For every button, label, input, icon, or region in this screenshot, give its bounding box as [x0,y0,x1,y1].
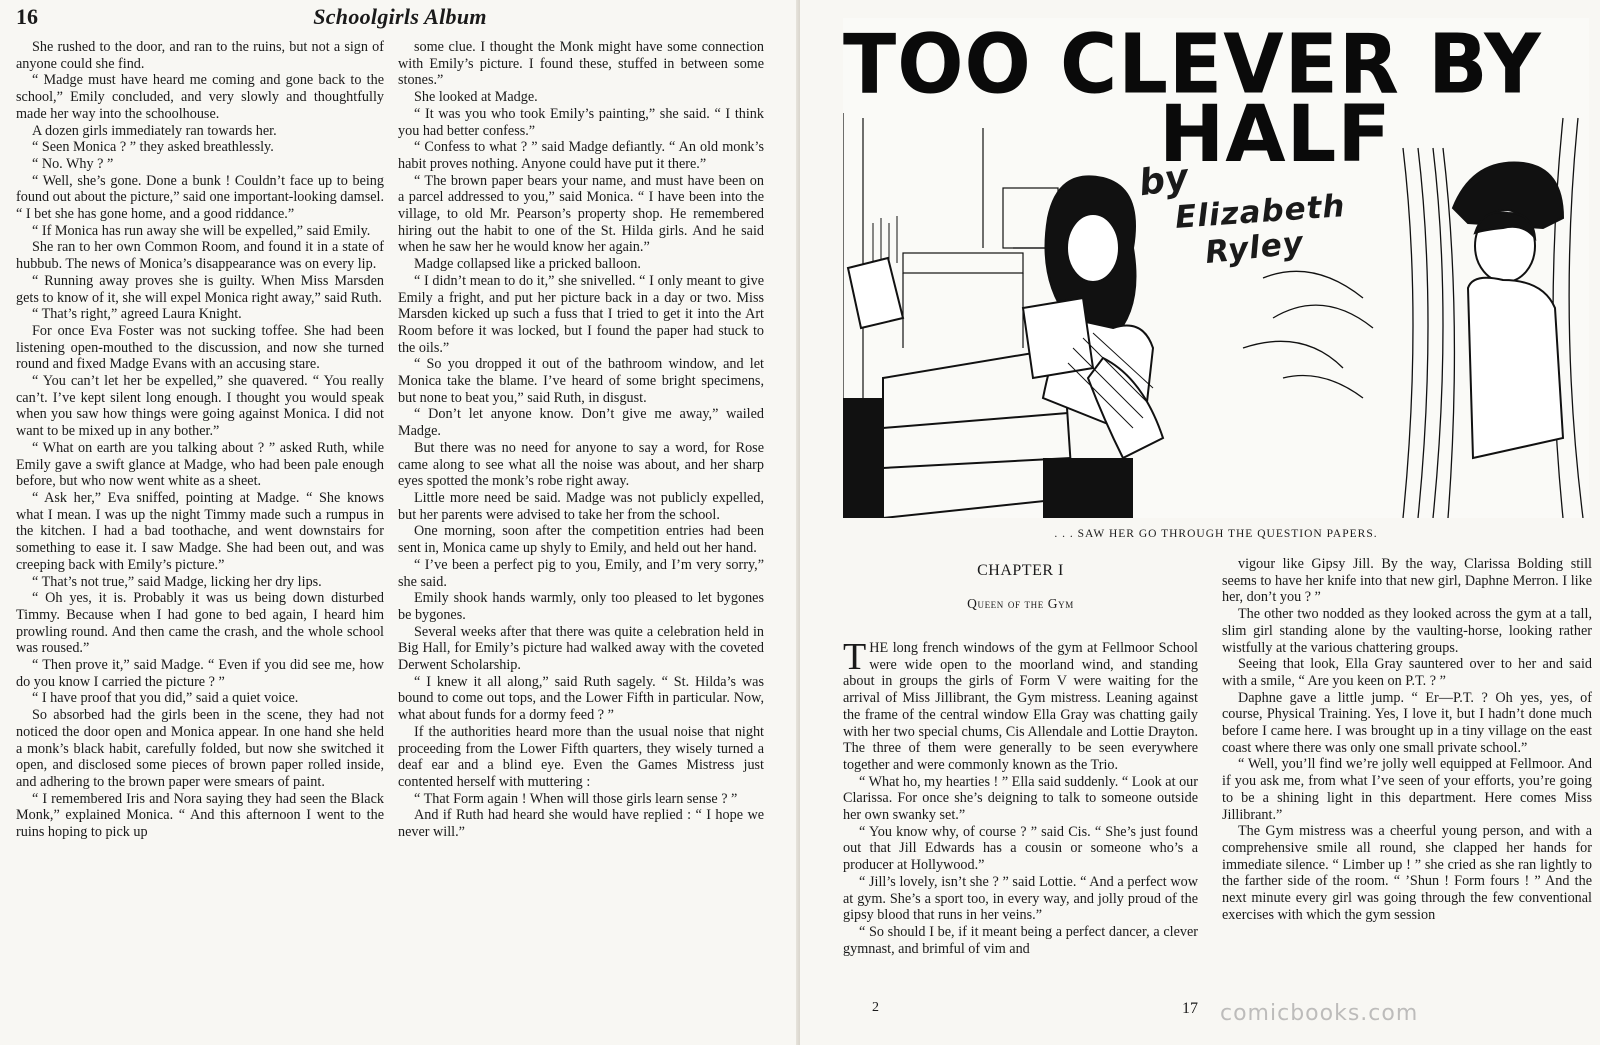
story-illustration [843,18,1589,518]
paragraph: “ The brown paper bears your name, and must have been on a parcel addressed to you,” said Monica. “ I have been into the village, to old Mr. Pearson’s property shop. He remembered hiring out the habit to one of the St. Hilda girls. And he said when he saw her he would know her again.” [398,172,764,256]
paragraph: “ What ho, my hearties ! ” Ella said suddenly. “ Look at our Clarissa. For once she’s deigning to talk to someone outside her own swanky set.” [843,773,1198,824]
byline-first-name: Elizabeth [1173,188,1347,236]
column-3-paragraphs [843,774,1198,958]
paragraph: The Gym mistress was a cheerful young person, and with a comprehensive smile all round, she clapped her hands for immediate silence. “ Limber up ! ” she cried as she ran lightly to the farther side of the room. “ ’Shun ! Form fours ! ” And the next minute every girl was going through the few conventional exercises with which the gym session [1222,823,1592,923]
paragraph: “ Confess to what ? ” said Madge defiantly. “ An old monk’s habit proves nothing. Anyone could have put it there.” [398,139,764,172]
paragraph: “ Madge must have heard me coming and gone back to the school,” Emily concluded, and very slowly and thoughtfully made her way into the schoolhouse. [16,72,384,122]
paragraph: “ That’s not true,” said Madge, licking her dry lips. [32,573,322,590]
paragraph: For once Eva Foster was not sucking toffee. She had been listening open-mouthed to the discussion, and now she turned round and fixed Madge Evans with an accusing stare. [16,322,384,373]
paragraph: some clue. I thought the Monk might have some connection with Emily’s picture. I found these, stuffed in between some stones.” [398,39,764,89]
paragraph: “ Don’t let anyone know. Don’t give me away,” wailed Madge. [398,406,764,440]
text-column-3 [843,636,1198,957]
byline-last-name: Ryley [1203,224,1306,272]
paragraph: “ That’s right,” agreed Laura Knight. [32,306,242,323]
paragraph: A dozen girls immediately ran towards her. [32,122,277,139]
paragraph: Emily shook hands warmly, only too pleased to let bygones be bygones. [398,590,764,623]
paragraph: Little more need be said. Madge was not publicly expelled, but her parents were advised to take her from the school. [398,489,764,523]
running-title: Schoolgirls Album [313,4,487,29]
paragraph: And if Ruth had heard she would have replied : “ I hope we never will.” [398,807,764,841]
paragraph: If the authorities heard more than the usual noise that night proceeding from the Lower Fifth quarters, they wisely turned a deaf ear and a blind eye. Even the Games Mistress just contented herself with muttering : [398,723,764,790]
paragraph: Daphne gave a little jump. “ Er—P.T. ? Oh yes, yes, of course, Physical Training. Yes, I love it, but I hadn’t done much before I came here. I was brought up in a tiny village on the east coast where there was only one small private school.” [1222,689,1592,756]
paragraph: “ I didn’t mean to do it,” she snivelled. “ I only meant to give Emily a fright, and put her picture back in a day or two. Miss Marsden kicked up such a fuss that I tried to get it into the Art Room before it was locked, but I found the paper had stuck to the oils.” [398,272,764,356]
paragraph: One morning, soon after the competition entries had been sent in, Monica came up shyly to Emily, and held out her hand. [398,523,764,557]
paragraph: “ That Form again ! When will those girls learn sense ? ” [414,790,738,807]
paragraph: Seeing that look, Ella Gray sauntered over to her and said with a smile, “ Are you keen on P.T. ? ” [1222,656,1592,689]
text-column-2 [398,39,764,841]
chapter-number: CHAPTER I [977,562,1064,579]
text-column-4 [1222,556,1592,923]
drop-cap: T [843,636,867,678]
paragraph: “ Running away proves she is guilty. When Miss Marsden gets to know of it, she will expel Monica right away,” said Ruth. [16,272,384,306]
paragraph: So absorbed had the girls been in the scene, they had not noticed the door open and Monica appear. In one hand she held a monk’s black habit, carefully folded, but now she switched it open, and disclosed some pieces of brown paper rolled inside, and adhering to the brown paper were smears of paint. [16,707,384,790]
paragraph: “ I knew it all along,” said Ruth sagely. “ St. Hilda’s was bound to come out tops, and the Lower Fifth in particular. Now, what about funds for a dormy feed ? ” [398,673,764,724]
paragraph: She ran to her own Common Room, and found it in a state of hubbub. The news of Monica’s disappearance was on every lip. [16,239,384,273]
paragraph: “ You can’t let her be expelled,” she quavered. “ You really can’t. I’ve kept silent long enough. I thought you would speak when you saw how things were going against Monica. I did not want to be mixed up in any bother.” [16,373,384,440]
byline-by: by [1136,156,1191,205]
paragraph: She looked at Madge. [414,89,538,106]
paragraph: “ Oh yes, it is. Probably it was us being down disturbed Timmy. Because when I had gone to bed again, I heard him prowling round. And then came the crash, and the whole school was roused.” [16,590,384,657]
paragraph: “ No. Why ? ” [32,155,114,172]
headline-line-1: TOO CLEVER BY [843,18,1542,113]
paragraph: “ Then prove it,” said Madge. “ Even if you did see me, how do you know I carried the picture ? ” [16,657,384,690]
paragraph: “ It was you who took Emily’s painting,” she said. “ I think you had better confess.” [398,105,764,139]
paragraph: “ Seen Monica ? ” they asked breathlessly. [32,139,274,156]
opening-paragraph [843,636,1198,774]
paragraph: “ I’ve been a perfect pig to you, Emily, and I’m very sorry,” she said. [398,556,764,590]
paragraph: “ If Monica has run away she will be expelled,” said Emily. [32,222,371,239]
paragraph: “ I have proof that you did,” said a quiet voice. [32,690,299,707]
paragraph: “ Ask her,” Eva sniffed, pointing at Madge. “ She knows what I mean. I was up the night Timmy made such a rumpus in the kitchen. I had a bad toothache, and went downstairs for something to ease it. I saw Madge. She had been out, and was creeping back with Emily’s picture.” [16,489,384,573]
chapter-title: Queen of the Gym [967,596,1074,611]
paragraph: She rushed to the door, and ran to the ruins, but not a sign of anyone could she find. [16,39,384,72]
footer-number-a: 2 [872,1000,879,1015]
paragraph: “ You know why, of course ? ” said Cis. “ She’s just found out that Jill Edwards has a cousin or someone who’s a producer at Hollywood.” [843,823,1198,874]
paragraph: “ Well, she’s gone. Done a bunk ! Couldn’t face up to being found out about the picture,” said one important-looking damsel. “ I bet she has gone home, and a good riddance.” [16,172,385,223]
paragraph: “ So you dropped it out of the bathroom window, and let Monica take the blame. I’ve heard of some bright specimens, but none to beat you,” said Ruth, in disgust. [398,356,764,406]
paragraph: “ Jill’s lovely, isn’t she ? ” said Lottie. “ And a perfect wow at gym. She’s a sport too, in every way, and jolly proud of the gipsy blood that runs in her veins.” [843,873,1198,924]
paragraph: “ I remembered Iris and Nora saying they had seen the Black Monk,” explained Monica. “ And this afternoon I went to the ruins hoping to pick up [16,790,384,841]
page-number: 16 [16,4,38,29]
illustration-caption: . . . SAW HER GO THROUGH THE QUESTION PAPERS. [1054,528,1378,540]
paragraph: vigour like Gipsy Jill. By the way, Clarissa Bolding still seems to have her knife into that new girl, Daphne Merron. I like her, don’t you ? ” [1222,556,1592,606]
watermark: comicbooks.com [1220,1001,1419,1026]
paragraph: Madge collapsed like a pricked balloon. [414,256,641,273]
paragraph: The other two nodded as they looked across the gym at a tall, slim girl standing alone by the vaulting-horse, looking rather wistfully at the various chattering groups. [1222,606,1592,656]
text-column-1 [16,39,384,841]
opening-paragraph-text: HE long french windows of the gym at Fellmoor School were wide open to the moorland wind, and standing about in groups the girls of Form V were waiting for the arrival of Miss Jillibrant, the Gym mistress. Leaning against the frame of the central window Ella Gray was chatting gaily with her two special chums, Cis Allendale and Lottie Drayton. The three of them were generally to be seen everywhere together and were commonly known as the Trio. [843,640,1198,773]
paragraph: “ What on earth are you talking about ? ” asked Ruth, while Emily gave a swift glance at Madge, who had been pale enough before, but who now went white as a sheet. [16,439,384,490]
paragraph: “ So should I be, if it meant being a perfect dancer, a clever gymnast, and brimful of vim and [843,923,1198,957]
footer-number-b: 17 [1182,1000,1198,1017]
paragraph: But there was no need for anyone to say a word, for Rose came along to see what all the noise was about, and her sharp eyes spotted the monk’s robe right away. [398,439,764,490]
paragraph: Several weeks after that there was quite a celebration held in Big Hall, for Emily’s picture had walked away with the coveted Derwent Scholarship. [398,623,764,674]
paragraph: “ Well, you’ll find we’re jolly well equipped at Fellmoor. And if you ask me, from what I’ve seen of your efforts, you’re going to be a shining light in this department. Here comes Miss Jillibrant.” [1222,756,1592,823]
headline-line-2: HALF [1159,90,1392,180]
